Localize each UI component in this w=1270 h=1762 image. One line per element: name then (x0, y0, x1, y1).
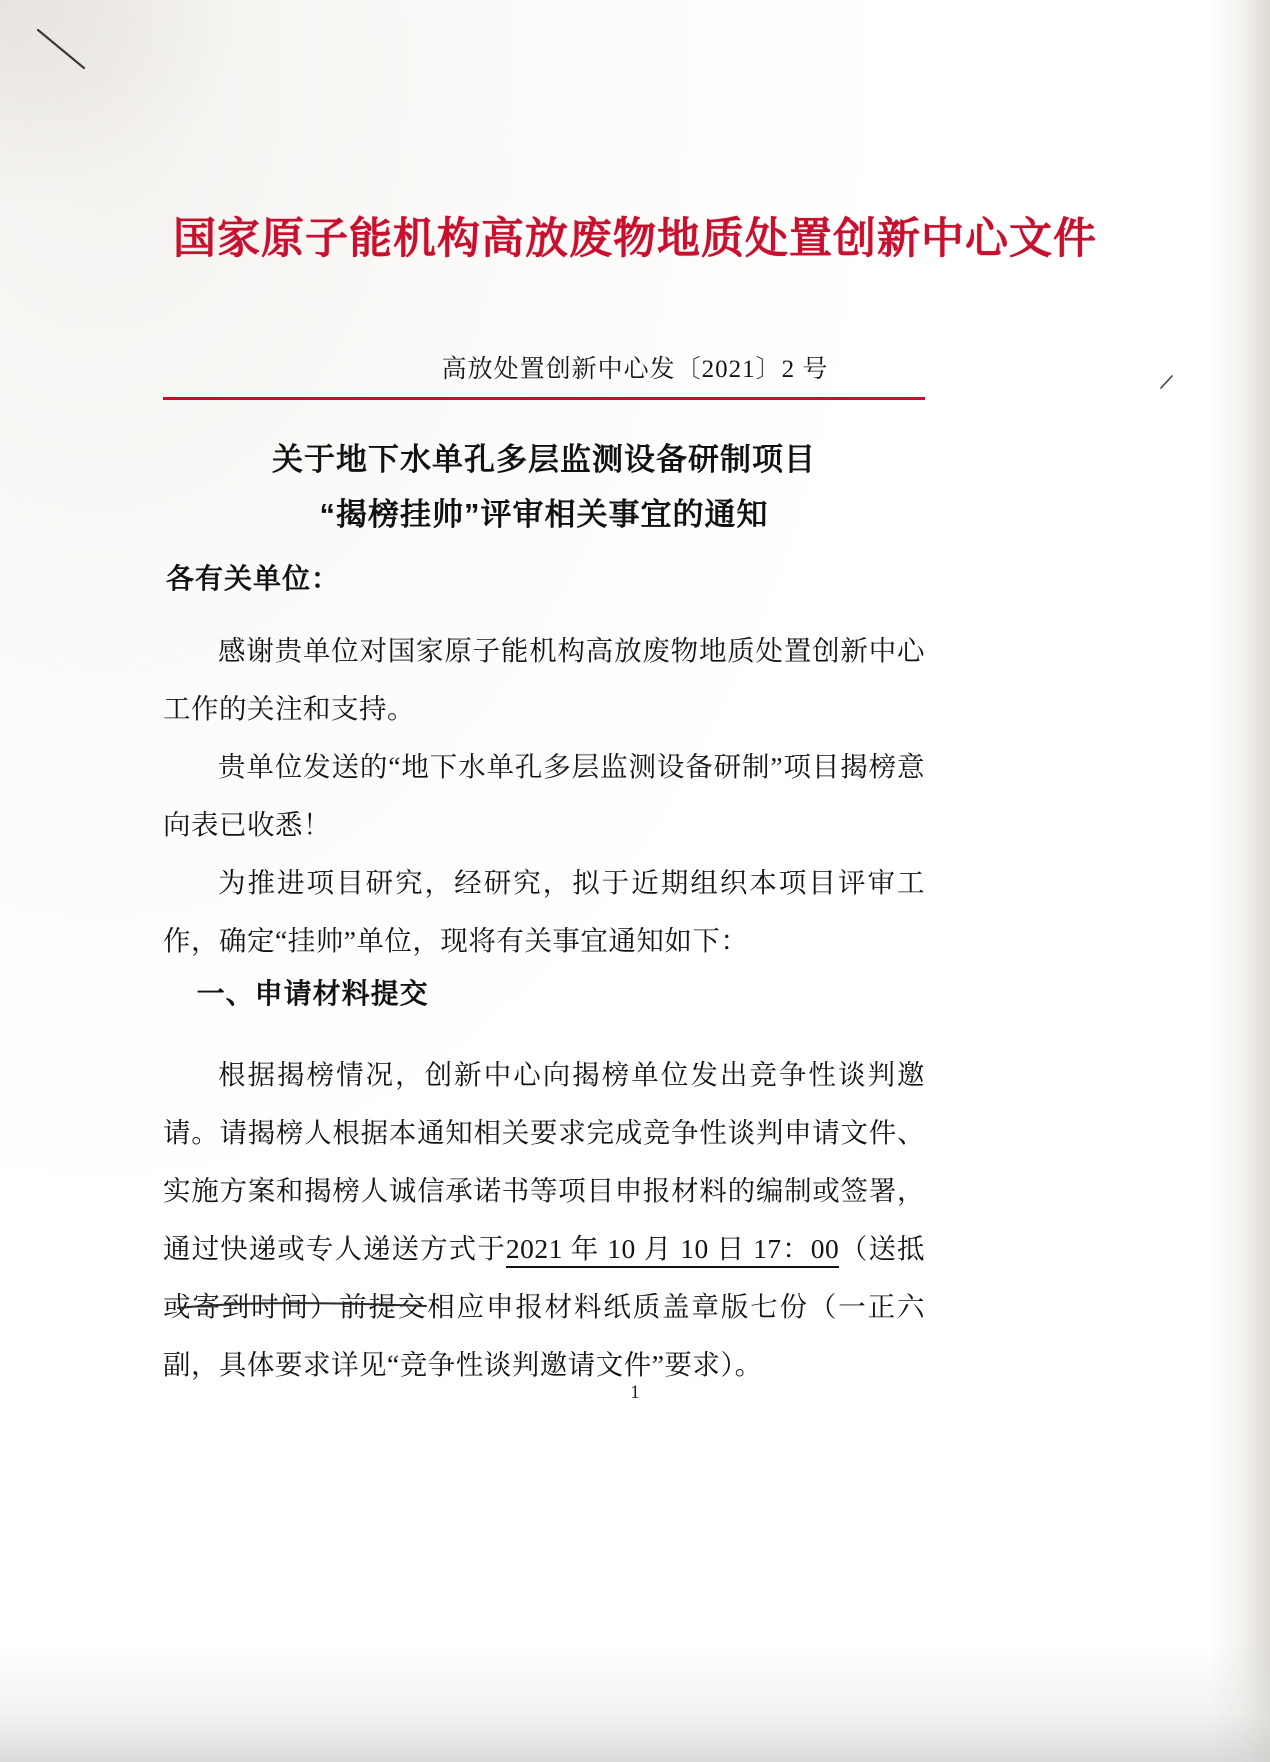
salutation: 各有关单位： (166, 563, 341, 594)
paragraph-text: 贵单位发送的“地下水单孔多层监测设备研制”项目揭榜意向表已收悉！ (163, 751, 925, 840)
paragraph-4-text-before-deadline: 根据揭榜情况，创新中心向揭榜单位发出竞争性谈判邀请。请揭榜人根据本通知相关要求完成竞争性谈判申请文件、实施方案和揭榜人诚信承诺书等项目申报材料的编制或签署，通过快递或专人递送方式于 (163, 1059, 925, 1264)
submission-deadline: 2021 年 10 月 10 日 17：00 (506, 1233, 840, 1268)
section-heading-1: 一、申请材料提交 (196, 978, 429, 1009)
paragraph-text: 感谢贵单位对国家原子能机构高放废物地质处置创新中心工作的关注和支持。 (163, 635, 925, 724)
body-paragraph-2 (163, 738, 925, 854)
document-title (163, 432, 925, 542)
document-title-line-2: “揭榜挂帅”评审相关事宜的通知 (319, 497, 769, 532)
red-horizontal-rule (163, 397, 925, 400)
body-paragraph-4 (163, 1046, 925, 1394)
paragraph-4-text-after-deadline: （送抵或寄到时间）前提交相应申报材料纸质盖章版七份（一正六副，具体要求详见“竞争性谈判邀请文件”要求）。 (163, 1233, 926, 1380)
document-masthead: 国家原子能机构高放废物地质处置创新中心文件 (173, 215, 1097, 263)
body-paragraph-1 (163, 622, 925, 738)
paragraph-text (163, 1046, 925, 1394)
document-title-line-1: 关于地下水单孔多层监测设备研制项目 (272, 442, 816, 477)
page-number: 1 (630, 1382, 640, 1403)
document-number: 高放处置创新中心发〔2021〕2 号 (441, 356, 829, 383)
paragraph-text: 为推进项目研究，经研究，拟于近期组织本项目评审工作，确定“挂帅”单位，现将有关事宜通知如下： (163, 867, 925, 956)
body-paragraph-3 (163, 854, 925, 970)
